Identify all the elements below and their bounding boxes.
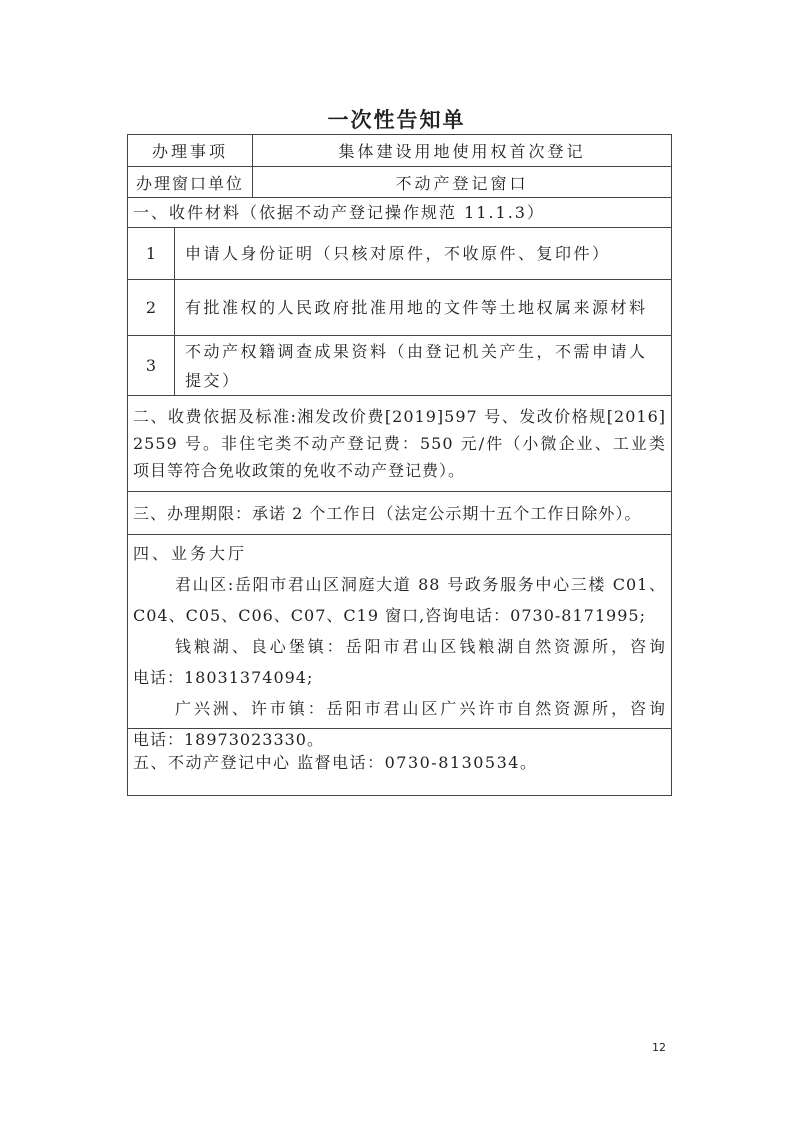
section2-body (128, 396, 671, 491)
item-text: 申请人身份证明（只核对原件，不收原件、复印件） (185, 244, 611, 263)
address-line: 广兴洲、许市镇：岳阳市君山区广兴许市自然资源所，咨询 (175, 699, 666, 718)
list-item (128, 335, 671, 395)
table-row (128, 166, 671, 197)
item-number: 1 (128, 228, 175, 279)
row-label: 办理事项 (128, 135, 253, 166)
section5 (128, 728, 671, 795)
section1-heading: 一、收件材料（依据不动产登记操作规范 11.1.3） (133, 203, 545, 222)
row-value: 不动产登记窗口 (395, 173, 529, 193)
section3 (128, 491, 671, 534)
section4-body (128, 535, 671, 749)
item-text: 不动产权籍调查成果资料（由登记机关产生，不需申请人提交） (185, 341, 648, 390)
item-text: 有批准权的人民政府批准用地的文件等土地权属来源材料 (185, 298, 648, 317)
section2-line: 二、收费依据及标准:湘发改价费[2019]597 号、发改价格规[2016] (133, 407, 666, 426)
section2-line: 2559 号。非住宅类不动产登记费：550 元/件（小微企业、工业类 (133, 434, 666, 453)
table-row (128, 135, 671, 166)
section2-line: 项目等符合免收政策的免收不动产登记费）。 (133, 461, 466, 480)
item-number: 2 (128, 280, 175, 335)
notice-table (127, 134, 672, 796)
page-title: 一次性告知单 (327, 108, 466, 132)
item-number: 3 (128, 336, 175, 395)
page-number: 12 (652, 1041, 666, 1054)
section5-text: 五、不动产登记中心 监督电话：0730-8130534。 (133, 752, 538, 772)
section3-text: 三、办理期限：承诺 2 个工作日（法定公示期十五个工作日除外）。 (133, 503, 642, 523)
row-label: 办理窗口单位 (128, 167, 253, 197)
address-line: 电话：18031374094; (133, 668, 314, 687)
section-heading (128, 197, 671, 227)
section4-heading: 四、业务大厅 (133, 544, 248, 563)
address-line: 钱粮湖、良心堡镇：岳阳市君山区钱粮湖自然资源所，咨询 (175, 637, 666, 656)
list-item (128, 279, 671, 335)
address-line: 君山区:岳阳市君山区洞庭大道 88 号政务服务中心三楼 C01、 (175, 575, 666, 594)
section2 (128, 395, 671, 491)
section4 (128, 534, 671, 749)
row-value: 集体建设用地使用权首次登记 (338, 142, 586, 161)
list-item (128, 227, 671, 279)
address-line: C04、C05、C06、C07、C19 窗口,咨询电话：0730-8171995; (133, 606, 646, 625)
address-line: 电话：18973023330。 (133, 730, 324, 749)
